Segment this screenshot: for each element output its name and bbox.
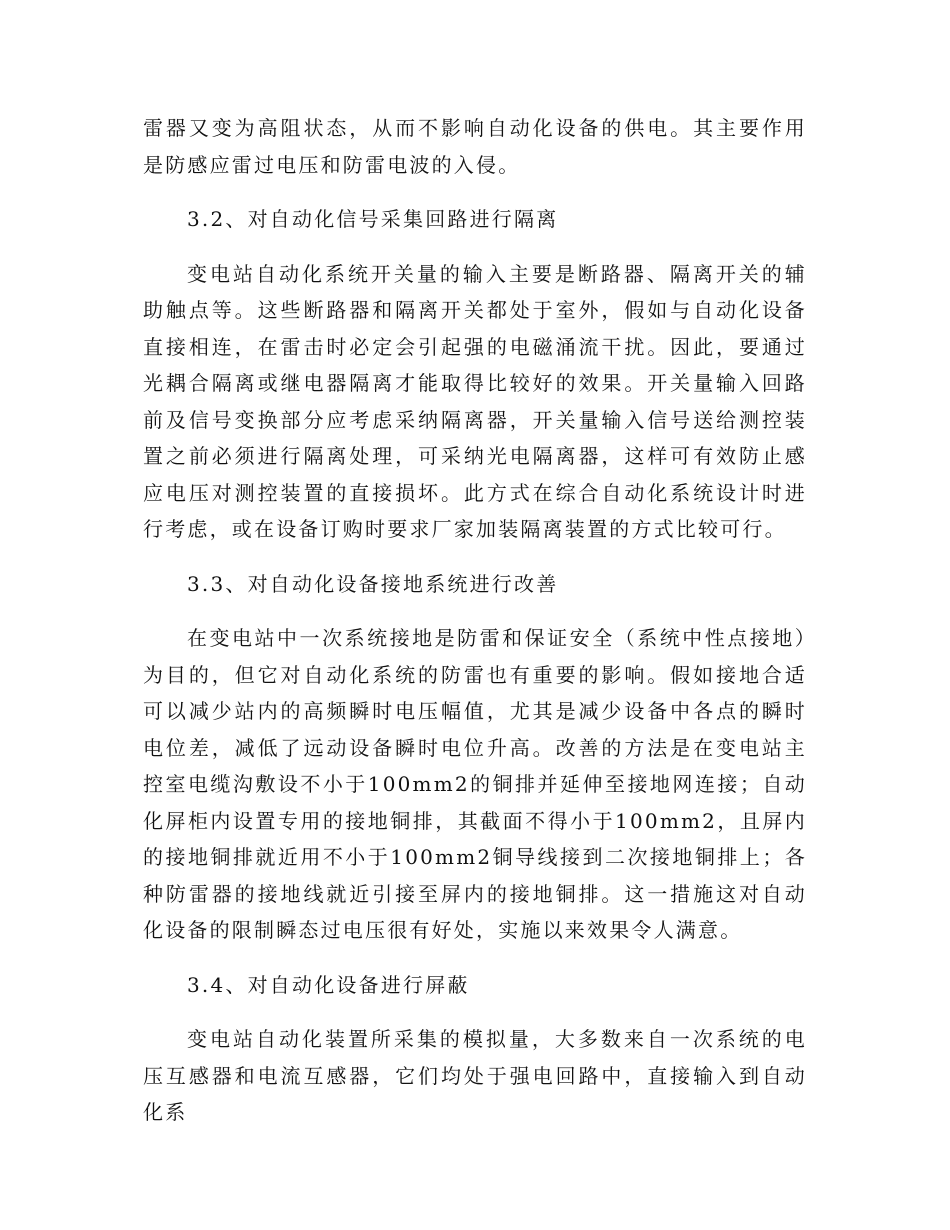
paragraph-shielding: 变电站自动化装置所采集的模拟量，大多数来自一次系统的电压互感器和电流互感器，它们均处于强电回路中，直接输入到自动化系 xyxy=(143,1027,807,1124)
section-heading-3-2: 3.2、对自动化信号采集回路进行隔离 xyxy=(187,207,559,231)
paragraph-continuation: 雷器又变为高阻状态，从而不影响自动化设备的供电。其主要作用是防感应雷过电压和防雷电波的入侵。 xyxy=(143,116,807,177)
section-heading-3-4: 3.4、对自动化设备进行屏蔽 xyxy=(187,972,470,997)
document-page xyxy=(143,110,807,1131)
paragraph-grounding: 在变电站中一次系统接地是防雷和保证安全（系统中性点接地）为目的，但它对自动化系统的防雷也有重要的影响。假如接地合适可以减少站内的高频瞬时电压幅值，尤其是减少设备中各点的瞬时电位差，减低了远动设备瞬时电位升高。改善的方法是在变电站主控室电缆沟敷设不小于100mm2的铜排并延伸至接地网连接；自动化屏柜内设置专用的接地铜排，其截面不得小于100mm2，且屏内的接地铜排就近用不小于100mm2铜导线接到二次接地铜排上；各种防雷器的接地线就近引接至屏内的接地铜排。这一措施这对自动化设备的限制瞬态过电压很有好处，实施以来效果令人满意。 xyxy=(143,626,807,942)
section-heading-3-3: 3.3、对自动化设备接地系统进行改善 xyxy=(187,571,559,596)
paragraph-signal-isolation: 变电站自动化系统开关量的输入主要是断路器、隔离开关的辅助触点等。这些断路器和隔离开关都处于室外，假如与自动化设备直接相连，在雷击时必定会引起强的电磁涌流干扰。因此，要通过光耦合隔离或继电器隔离才能取得比较好的效果。开关量输入回路前及信号变换部分应考虑采纳隔离器，开关量输入信号送给测控装置之前必须进行隔离处理，可采纳光电隔离器，这样可有效防止感应电压对测控装置的直接损坏。此方式在综合自动化系统设计时进行考虑，或在设备订购时要求厂家加装隔离装置的方式比较可行。 xyxy=(143,261,807,541)
